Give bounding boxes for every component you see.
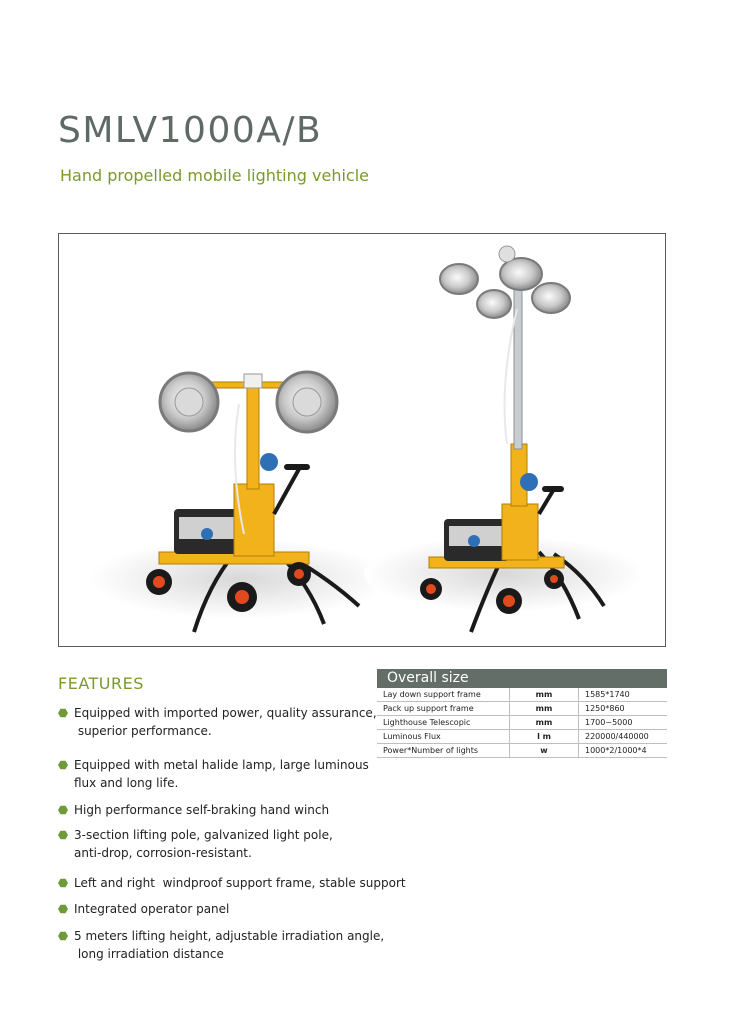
feature-text: Equipped with metal halide lamp, large luminous flux and long life.: [74, 758, 369, 790]
spec-row: [377, 730, 667, 744]
four-lamp-tower-image: [364, 246, 644, 632]
spec-row: [377, 688, 667, 702]
hexagon-bullet-icon: [58, 805, 68, 815]
page-subtitle: Hand propelled mobile lighting vehicle: [60, 166, 369, 185]
spec-value: 1250*860: [579, 702, 668, 716]
hexagon-bullet-icon: [58, 760, 68, 770]
spec-label: Lighthouse Telescopic: [377, 716, 510, 730]
spec-row: [377, 744, 667, 758]
hexagon-bullet-icon: [58, 904, 68, 914]
spec-row: [377, 702, 667, 716]
two-lamp-tower-image: [89, 372, 389, 632]
spec-unit: mm: [510, 688, 579, 702]
spec-label: Pack up support frame: [377, 702, 510, 716]
spec-value: 220000/440000: [579, 730, 668, 744]
spec-unit: mm: [510, 716, 579, 730]
overall-size-table: [377, 669, 667, 758]
feature-text: Integrated operator panel: [74, 902, 230, 916]
spec-value: 1000*2/1000*4: [579, 744, 668, 758]
spec-label: Power*Number of lights: [377, 744, 510, 758]
feature-text: Equipped with imported power, quality assurance, superior performance.: [74, 706, 377, 738]
hexagon-bullet-icon: [58, 878, 68, 888]
product-photo-frame: [58, 233, 666, 647]
spec-label: Lay down support frame: [377, 688, 510, 702]
spec-unit: w: [510, 744, 579, 758]
feature-text: 3-section lifting pole, galvanized light pole, anti-drop, corrosion-resistant.: [74, 828, 333, 860]
overall-size-heading: Overall size: [377, 669, 667, 688]
spec-value: 1585*1740: [579, 688, 668, 702]
spec-table: [377, 688, 667, 758]
hexagon-bullet-icon: [58, 830, 68, 840]
spec-value: 1700~5000: [579, 716, 668, 730]
product-illustration: [59, 234, 665, 646]
spec-row: [377, 716, 667, 730]
spec-unit: mm: [510, 702, 579, 716]
spec-unit: l m: [510, 730, 579, 744]
feature-text: Left and right windproof support frame, stable support: [74, 876, 406, 890]
spec-label: Luminous Flux: [377, 730, 510, 744]
hexagon-bullet-icon: [58, 931, 68, 941]
page-title: SMLV1000A/B: [58, 110, 323, 151]
features-heading: FEATURES: [58, 674, 144, 693]
hexagon-bullet-icon: [58, 708, 68, 718]
feature-text: High performance self-braking hand winch: [74, 803, 330, 817]
feature-text: 5 meters lifting height, adjustable irradiation angle, long irradiation distance: [74, 929, 385, 961]
